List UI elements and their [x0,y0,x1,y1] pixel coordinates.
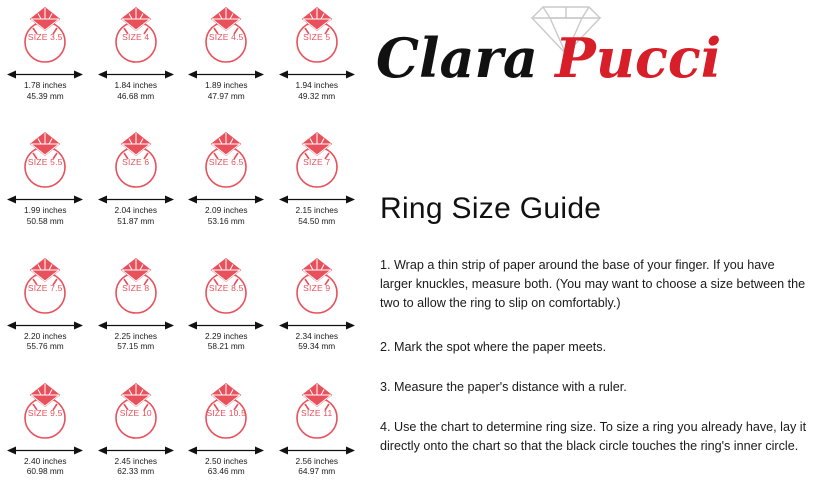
measurement-arrow-icon [277,67,357,78]
measurement-inches: 2.15 inches [295,205,338,216]
measurement-inches: 2.50 inches [205,455,248,466]
instruction-step-4: 4. Use the chart to determine ring size. To size a ring you already have, lay it directly onto the chart so that the black circle touches the ring's inner circle. [380,420,807,453]
ring-size-cell [0,0,91,125]
measurement-mm: 47.97 mm [207,90,245,101]
measurement-inches: 2.56 inches [295,455,338,466]
measurement-arrow-icon [5,192,85,203]
ring-size-cell [0,376,91,501]
ring-measurement [115,331,157,352]
brand-name [376,26,776,90]
ring-size-label: SIZE 10.5 [206,407,247,418]
guide-panel [362,0,839,501]
measurement-mm: 62.33 mm [117,466,155,477]
ring-illustration [6,380,84,442]
measurement-mm: 45.39 mm [26,90,64,101]
measurement-inches: 1.94 inches [295,80,338,90]
ring-measurement [24,205,66,226]
ring-illustration [97,380,175,442]
ring-size-label: SIZE 8.5 [208,282,244,293]
ring-measurement [115,205,157,226]
ring-size-cell [272,251,363,376]
ring-measurement [24,331,66,352]
ring-size-label: SIZE 11 [301,407,333,418]
ring-size-cell [272,0,363,125]
ring-illustration [187,129,265,191]
ring-size-label: SIZE 3.5 [27,32,63,42]
ring-measurement [24,456,66,477]
ring-measurement [24,80,66,101]
measurement-inches: 2.34 inches [295,330,338,341]
measurement-mm: 54.50 mm [298,215,336,226]
ring-size-cell [91,125,182,250]
ring-size-cell [181,251,272,376]
measurement-arrow-icon [96,443,176,454]
ring-illustration [6,129,84,191]
measurement-inches: 2.09 inches [205,205,248,216]
ring-measurement [296,456,338,477]
ring-size-cell [181,0,272,125]
measurement-mm: 60.98 mm [26,466,64,477]
ring-illustration [6,255,84,317]
measurement-inches: 1.89 inches [205,80,248,90]
ring-illustration [97,255,175,317]
measurement-arrow-icon [5,443,85,454]
ring-size-cell [272,376,363,501]
measurement-inches: 1.99 inches [24,205,67,216]
ring-size-cell [0,251,91,376]
ring-size-label: SIZE 6.5 [208,157,244,168]
measurement-mm: 49.32 mm [298,90,336,101]
instruction-step-1: 1. Wrap a thin strip of paper around the base of your finger. If you have larger knuckles, measure both. (You may want to choose a size between the two to allow the ring to slip on comfortably.) [380,258,806,310]
measurement-mm: 63.46 mm [207,466,245,477]
instruction-step-3: 3. Measure the paper's distance with a ruler. [380,380,627,394]
ring-measurement [205,456,247,477]
measurement-arrow-icon [96,67,176,78]
instruction-step-2: 2. Mark the spot where the paper meets. [380,340,607,354]
ring-measurement [205,205,247,226]
measurement-inches: 2.20 inches [24,330,67,341]
measurement-arrow-icon [5,67,85,78]
measurement-mm: 58.21 mm [207,341,245,351]
measurement-inches: 2.40 inches [24,455,67,466]
ring-size-label: SIZE 7 [303,157,331,168]
ring-size-label: SIZE 8 [122,282,150,293]
measurement-inches: 1.78 inches [24,80,67,90]
ring-size-label: SIZE 4 [122,32,150,42]
ring-size-label: SIZE 7.5 [27,282,63,293]
brand-name-first: Clara [376,26,538,90]
measurement-arrow-icon [96,192,176,203]
ring-measurement [296,205,338,226]
measurement-arrow-icon [277,318,357,329]
ring-size-cell [0,125,91,250]
measurement-inches: 1.84 inches [114,80,157,90]
ring-size-cell [272,125,363,250]
measurement-inches: 2.04 inches [114,205,157,216]
ring-measurement [296,331,338,352]
measurement-inches: 2.45 inches [114,455,157,466]
measurement-mm: 64.97 mm [298,466,336,477]
ring-illustration [278,4,356,66]
measurement-mm: 57.15 mm [117,341,155,351]
ring-illustration [187,4,265,66]
ring-size-chart [0,0,362,501]
measurement-mm: 59.34 mm [298,341,336,351]
ring-size-label: SIZE 9 [303,282,331,293]
measurement-arrow-icon [186,192,266,203]
ring-illustration [278,380,356,442]
measurement-arrow-icon [186,67,266,78]
measurement-arrow-icon [96,318,176,329]
ring-size-cell [91,0,182,125]
ring-illustration [278,255,356,317]
measurement-mm: 55.76 mm [26,341,64,351]
measurement-mm: 46.68 mm [117,90,155,101]
ring-size-cell [181,376,272,501]
ring-measurement [296,80,338,101]
measurement-arrow-icon [186,318,266,329]
measurement-inches: 2.25 inches [114,330,157,341]
ring-size-cell [91,251,182,376]
measurement-mm: 53.16 mm [207,215,245,226]
brand-logo [370,4,770,104]
ring-measurement [205,331,247,352]
ring-size-label: SIZE 4.5 [208,32,244,42]
ring-size-label: SIZE 5 [303,32,331,42]
ring-illustration [97,129,175,191]
measurement-arrow-icon [186,443,266,454]
ring-size-label: SIZE 9.5 [27,407,63,418]
measurement-arrow-icon [277,192,357,203]
ring-size-label: SIZE 6 [122,157,150,168]
ring-illustration [187,380,265,442]
brand-name-last: Pucci [555,26,722,90]
page-title: Ring Size Guide [380,192,602,225]
ring-illustration [278,129,356,191]
ring-measurement [115,80,157,101]
ring-illustration [187,255,265,317]
ring-illustration [6,4,84,66]
ring-size-label: SIZE 5.5 [27,157,63,168]
ring-illustration [97,4,175,66]
ring-size-cell [91,376,182,501]
ring-size-cell [181,125,272,250]
measurement-inches: 2.29 inches [205,330,248,341]
measurement-mm: 51.87 mm [117,215,155,226]
measurement-mm: 50.58 mm [26,215,64,226]
measurement-arrow-icon [5,318,85,329]
ring-measurement [205,80,247,101]
ring-measurement [115,456,157,477]
measurement-arrow-icon [277,443,357,454]
ring-size-label: SIZE 10 [119,407,152,418]
